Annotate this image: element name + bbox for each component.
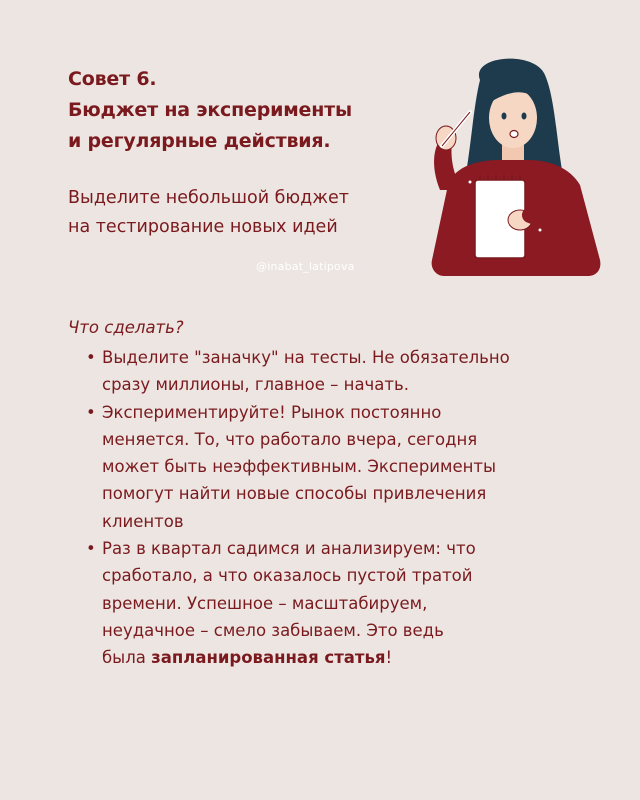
list-item-line: может быть неэффективным. Эксперименты <box>102 457 497 477</box>
list-item-line: • Раз в квартал садимся и анализируем: что <box>102 539 476 559</box>
list-item-line: • Выделите "заначку" на тесты. Не обязательно <box>102 348 510 367</box>
page-title <box>68 64 352 157</box>
text-suffix: ! <box>385 648 393 668</box>
tips-list <box>86 344 586 672</box>
list-item-line: • Экспериментируйте! Рынок постоянно <box>102 402 442 422</box>
list-item-line: меняется. То, что работало вчера, сегодня <box>102 429 478 449</box>
list-item-line: сразу миллионы, главное – начать. <box>102 375 409 395</box>
list-item-line-last <box>102 644 586 671</box>
woman-holding-notepad-and-pen-icon <box>420 50 610 280</box>
text-prefix: была <box>102 648 152 668</box>
subtitle-line: на тестирование новых идей <box>68 217 338 237</box>
section-label: Что сделать? <box>68 318 184 337</box>
list-item-line: времени. Успешное – масштабируем, <box>102 593 428 613</box>
subtitle-line: Выделите небольшой бюджет <box>68 188 349 208</box>
list-item <box>86 535 586 671</box>
title-line: и регулярные действия. <box>68 130 331 152</box>
title-line: Совет 6. <box>68 68 157 90</box>
list-item-line: сработало, а что оказалось пустой тратой <box>102 566 473 586</box>
list-item <box>86 399 586 535</box>
list-item-line: неудачное – смело забываем. Это ведь <box>102 620 444 640</box>
list-item-line: клиентов <box>102 511 184 531</box>
list-item <box>86 344 586 399</box>
list-item-line: помогут найти новые способы привлечения <box>102 484 487 504</box>
subtitle <box>68 184 349 242</box>
title-line: Бюджет на эксперименты <box>68 99 352 121</box>
emphasis-text: запланированная статья <box>151 648 386 668</box>
author-handle: @inabat_latipova <box>256 260 355 273</box>
